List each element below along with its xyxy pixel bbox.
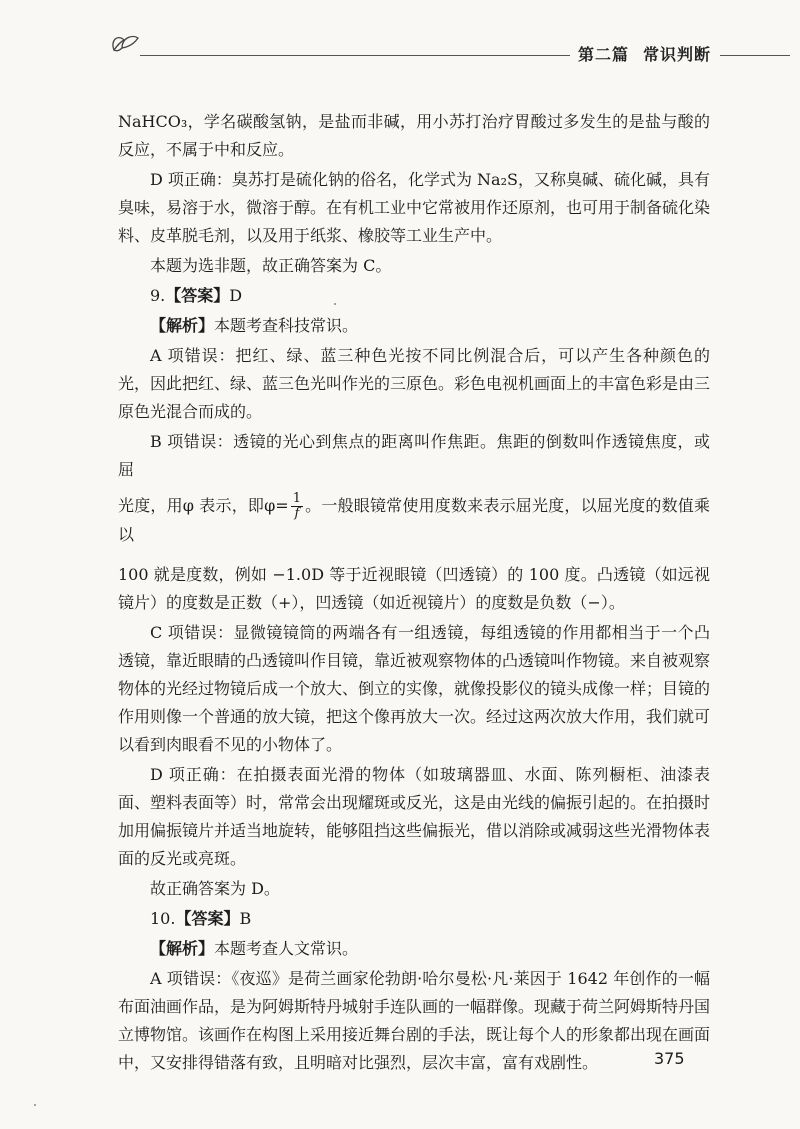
paragraph: 100 就是度数，例如 −1.0D 等于近视眼镜（凹透镜）的 100 度。凸透镜（如远视镜片）的度数是正数（+），凹透镜（如近视镜片）的度数是负数（−）。 [118,565,710,612]
analysis-line [118,312,710,340]
scan-speck [334,303,336,305]
analysis-text: 本题考查人文常识。 [214,939,359,958]
header-rule-right [720,55,790,56]
answer-line [118,905,710,933]
paragraph: B 项错误：透镜的光心到焦点的距离叫作焦距。焦距的倒数叫作透镜焦度，或屈 [118,432,710,479]
header-rule-left [140,55,570,56]
answer-value: D [229,286,243,305]
paragraph: 本题为选非题，故正确答案为 C。 [150,256,392,275]
fraction-numerator: 1 [292,491,301,506]
answer-tag: 【答案】 [175,909,240,928]
page-body [118,108,710,1079]
paragraph: A 项错误：把红、绿、蓝三种色光按不同比例混合后，可以产生各种颜色的光，因此把红、绿、蓝三色光叫作光的三原色。彩色电视机画面上的丰富色彩是由三原色光混合而成的。 [118,346,711,421]
sprout-icon [108,30,144,54]
question-number: 10. [150,909,176,928]
analysis-text: 本题考查科技常识。 [214,316,359,335]
analysis-tag: 【解析】 [150,316,215,335]
paragraph: 故正确答案为 D。 [150,879,280,898]
formula-post: 。一般眼镜常使用度数来表示屈光度，以屈光度的数值乘以 [118,496,710,544]
answer-value: B [239,909,252,928]
analysis-tag: 【解析】 [150,939,215,958]
analysis-line [118,935,710,963]
paragraph: D 项正确：在拍摄表面光滑的物体（如玻璃器皿、水面、陈列橱柜、油漆表面、塑料表面等）时，常常会出现耀斑或反光，这是由光线的偏振引起的。在拍摄时加用偏振镜片并适当地旋转，能够阻挡这些偏振光，借以消除或减弱这些光滑物体表面的反光或亮斑。 [118,765,711,868]
question-number: 9. [150,286,166,305]
fraction [291,492,303,521]
paragraph: D 项正确：臭苏打是硫化钠的俗名，化学式为 Na₂S，又称臭碱、硫化碱，具有臭味，易溶于水，微溶于醇。在有机工业中它常被用作还原剂，也可用于制备硫化染料、皮革脱毛剂，以及用于纸浆、橡胶等工业生产中。 [118,170,711,245]
paragraph: NaHCO₃，学名碳酸氢钠，是盐而非碱，用小苏打治疗胃酸过多发生的是盐与酸的反应，不属于中和反应。 [118,112,710,159]
fraction-denominator: f [294,506,300,521]
running-header [0,0,800,80]
formula-line [118,492,710,549]
header-title [578,42,711,65]
header-part: 第二篇 [578,45,630,64]
paragraph: C 项错误：显微镜镜筒的两端各有一组透镜，每组透镜的作用都相当于一个凸透镜，靠近眼睛的凸透镜叫作目镜，靠近被观察物体的凸透镜叫作物镜。来自被观察物体的光经过物镜后成一个放大、倒立的实像，就像投影仪的镜头成像一样；目镜的作用则像一个普通的放大镜，把这个像再放大一次。经过这两次放大作用，我们就可以看到肉眼看不见的小物体了。 [118,623,711,754]
paragraph: A 项错误：《夜巡》是荷兰画家伦勃朗·哈尔曼松·凡·莱因于 1642 年创作的一幅布面油画作品，是为阿姆斯特丹城射手连队画的一幅群像。现藏于荷兰阿姆斯特丹国立博物馆。该画作在构图上采用接近舞台剧的手法，既让每个人的形象都出现在画面中，又安排得错落有致，且明暗对比强烈，层次丰富，富有戏剧性。 [118,969,711,1072]
answer-line [118,282,710,310]
header-section: 常识判断 [643,45,712,64]
answer-tag: 【答案】 [165,286,230,305]
formula-pre: 光度，用φ 表示，即φ= [118,496,289,515]
scan-speck [34,1104,36,1106]
page-number: 375 [654,1049,685,1068]
